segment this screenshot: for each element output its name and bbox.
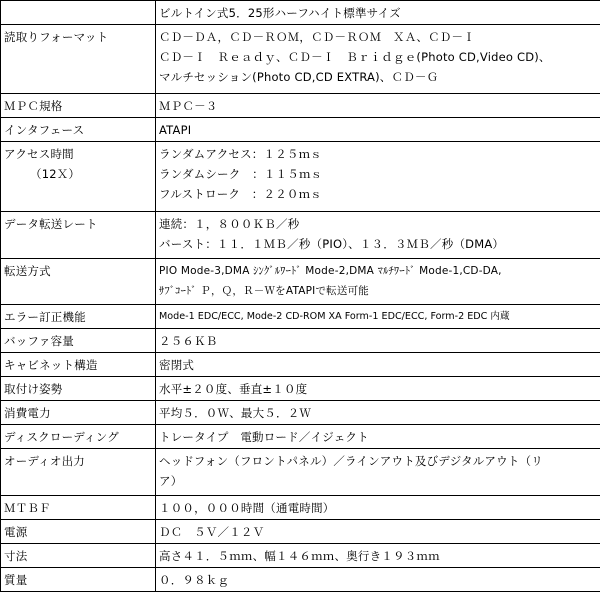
spec-label: オーディオ出力 — [1, 448, 156, 495]
spec-value: １００，０００時間（通電時間） — [156, 495, 600, 519]
spec-label: 転送方式 — [1, 258, 156, 304]
spec-label: ＭＴＢＦ — [1, 495, 156, 519]
spec-row-disc-loading — [1, 424, 600, 448]
spec-row-cabinet — [1, 352, 600, 376]
spec-row-transfer-mode — [1, 258, 600, 304]
spec-row-dimensions — [1, 543, 600, 567]
spec-row-form-factor — [1, 1, 600, 25]
spec-label: インタフェース — [1, 117, 156, 141]
spec-label: 寸法 — [1, 543, 156, 567]
spec-value: 平均５．０Ｗ、最大５．２Ｗ — [156, 400, 600, 424]
spec-value: ＣＤ－ＤＡ，ＣＤ－ＲＯＭ，ＣＤ－ＲＯＭ ＸＡ、ＣＤ－Ｉ ＣＤ－Ｉ Ｒｅａｄｙ、ＣＤ－Ｉ Ｂｒｉｄｇｅ(Photo CD,Video CD)、 マルチセッション(Photo CD,CD EXTRA)、ＣＤ－Ｇ — [156, 25, 600, 94]
spec-label: 読取りフォーマット — [1, 25, 156, 94]
spec-label: バッファ容量 — [1, 328, 156, 352]
spec-value: 水平±２０度、垂直±１０度 — [156, 376, 600, 400]
spec-value: 連続：１，８００ＫＢ／秒 バースト：１１．１ＭＢ／秒（PIO）、１３．３ＭＢ／秒（DMA） — [156, 211, 600, 258]
spec-label: データ転送レート — [1, 211, 156, 258]
spec-value: ATAPI — [156, 117, 600, 141]
spec-label: 質量 — [1, 567, 156, 591]
spec-label: ディスクローディング — [1, 424, 156, 448]
spec-value: ランダムアクセス：１２５ｍｓ ランダムシーク ：１１５ｍｓ フルストローク ：２２０ｍｓ — [156, 141, 600, 211]
spec-row-mtbf — [1, 495, 600, 519]
spec-label — [1, 1, 156, 25]
spec-value: ０．９８ｋｇ — [156, 567, 600, 591]
spec-label: 電源 — [1, 519, 156, 543]
spec-label: アクセス時間 （12Ｘ） — [1, 141, 156, 211]
spec-row-power-consumption — [1, 400, 600, 424]
spec-value: ＭＰＣ－３ — [156, 93, 600, 117]
spec-value: ＤＣ ５Ｖ／１２Ｖ — [156, 519, 600, 543]
spec-value: PIO Mode-3,DMA ｼﾝｸﾞﾙﾜｰﾄﾞ Mode-2,DMA ﾏﾙﾁﾜｰﾄﾞ Mode-1,CD-DA, ｻﾌﾞｺｰﾄﾞ Ｐ，Ｑ，Ｒ－ＷをATAPIで転送可能 — [156, 258, 600, 304]
spec-value: 高さ４１．５ｍｍ、幅１４６ｍｍ、奥行き１９３ｍｍ — [156, 543, 600, 567]
spec-value: ヘッドフォン（フロントパネル）／ラインアウト及びデジタルアウト（リ ア） — [156, 448, 600, 495]
spec-value: ビルトイン式5．25形ハーフハイト標準サイズ — [156, 1, 600, 25]
spec-row-access-time — [1, 141, 600, 211]
spec-row-interface — [1, 117, 600, 141]
spec-value: トレータイプ 電動ロード／イジェクト — [156, 424, 600, 448]
spec-label: エラー訂正機能 — [1, 304, 156, 328]
spec-value: Mode-1 EDC/ECC, Mode-2 CD-ROM XA Form-1 EDC/ECC, Form-2 EDC 内蔵 — [156, 304, 600, 328]
spec-row-audio-output — [1, 448, 600, 495]
spec-row-read-formats — [1, 25, 600, 94]
spec-row-error-correction — [1, 304, 600, 328]
spec-label: ＭＰＣ規格 — [1, 93, 156, 117]
spec-value: ２５６ＫＢ — [156, 328, 600, 352]
spec-row-mass — [1, 567, 600, 591]
spec-row-mounting — [1, 376, 600, 400]
spec-row-mpc — [1, 93, 600, 117]
spec-value: 密閉式 — [156, 352, 600, 376]
spec-label: 消費電力 — [1, 400, 156, 424]
spec-label: 取付け姿勢 — [1, 376, 156, 400]
spec-row-transfer-rate — [1, 211, 600, 258]
spec-row-power-supply — [1, 519, 600, 543]
spec-row-buffer — [1, 328, 600, 352]
spec-label: キャビネット構造 — [1, 352, 156, 376]
